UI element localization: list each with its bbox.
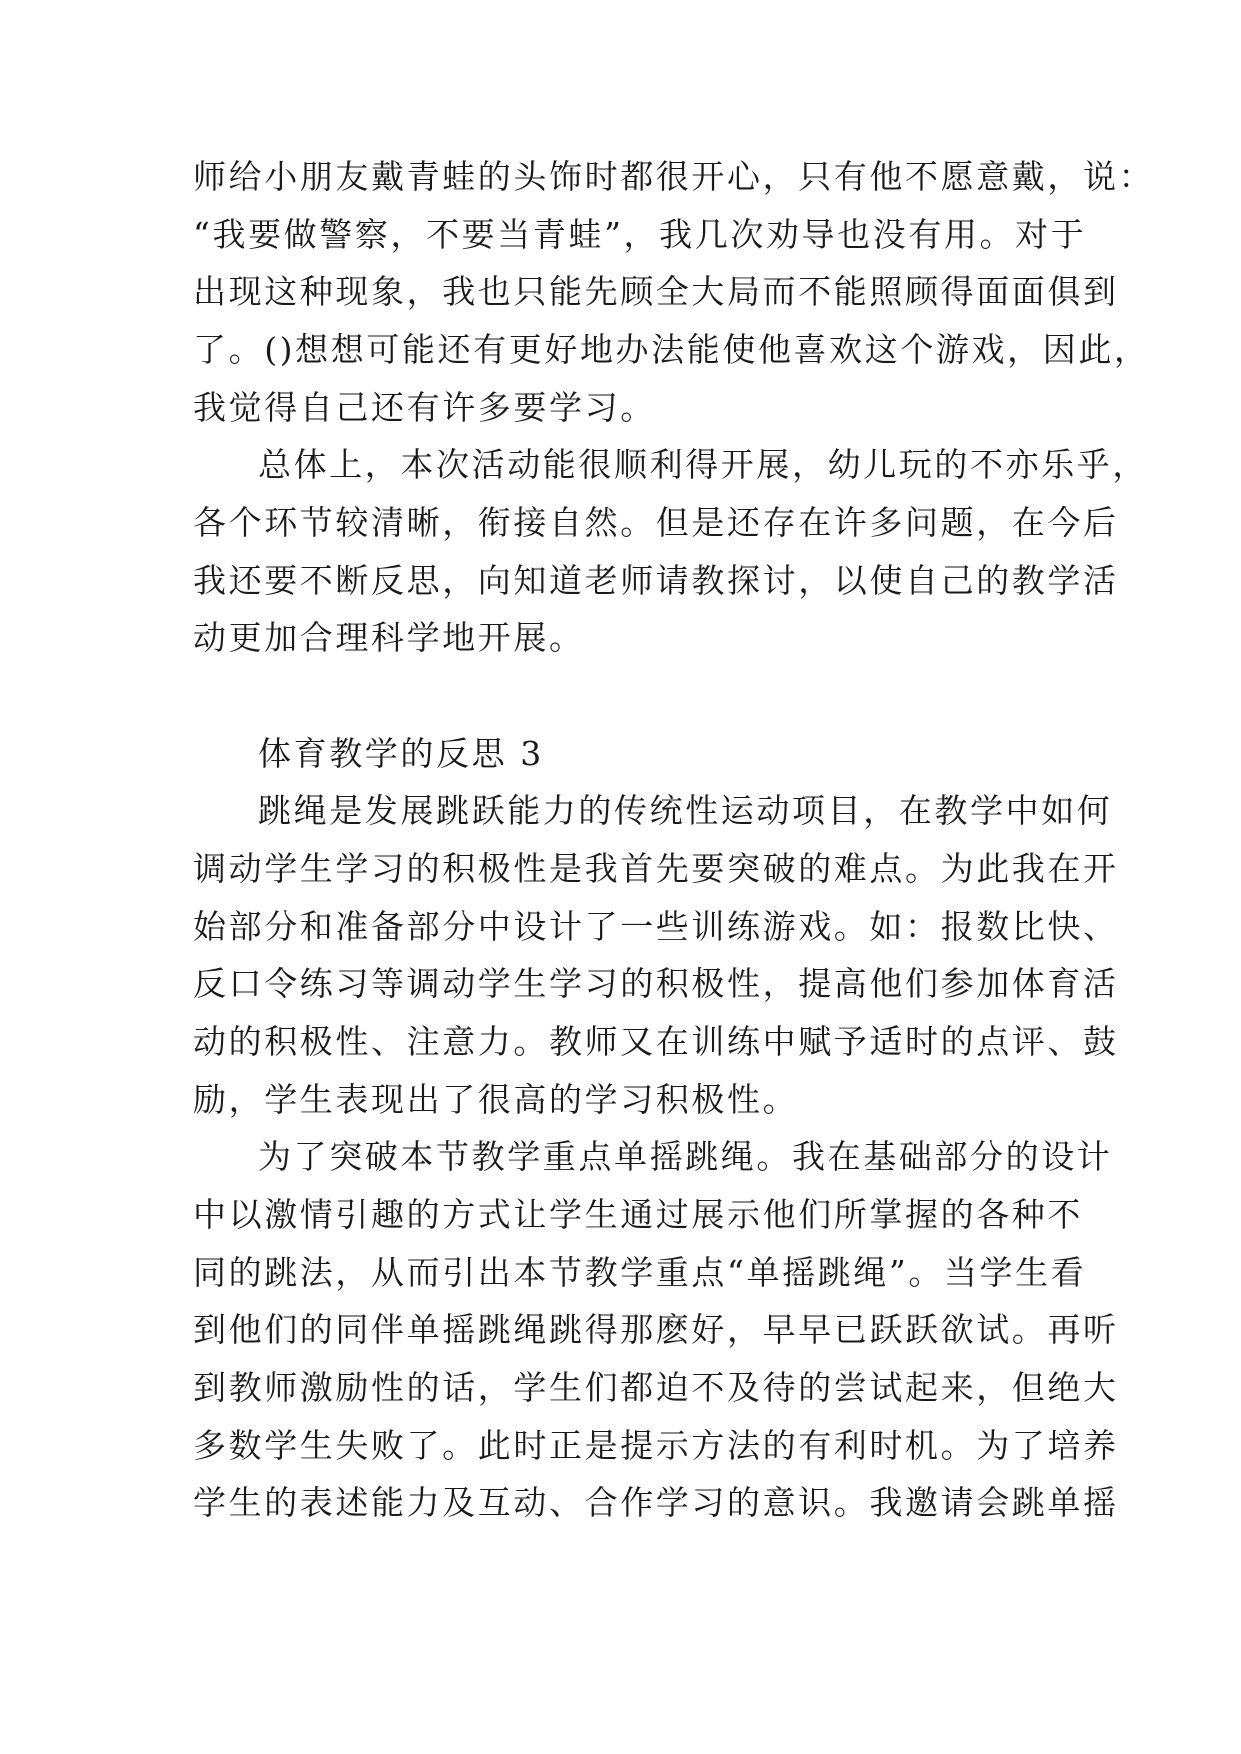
text-line: 动的积极性、注意力。教师又在训练中赋予适时的点评、鼓	[193, 1022, 1119, 1061]
text-line: 我觉得自己还有许多要学习。	[193, 388, 656, 427]
text-line: 反口令练习等调动学生学习的积极性，提高他们参加体育活	[193, 964, 1119, 1003]
text-line: 到教师激励性的话，学生们都迫不及待的尝试起来，但绝大	[193, 1368, 1119, 1407]
paragraph-first-line: 为了突破本节教学重点单摇跳绳。我在基础部分的设计	[258, 1137, 1113, 1176]
text-line: 多数学生失败了。此时正是提示方法的有利时机。为了培养	[193, 1426, 1119, 1465]
text-line: 动更加合理科学地开展。	[193, 618, 585, 657]
text-line: 我还要不断反思，向知道老师请教探讨，以使自己的教学活	[193, 561, 1119, 600]
text-line: 同的跳法，从而引出本节教学重点“单摇跳绳”。当学生看	[193, 1253, 1087, 1292]
paragraph-first-line: 总体上，本次活动能很顺利得开展，幼儿玩的不亦乐乎，	[258, 445, 1148, 484]
text-line: 励，学生表现出了很高的学习积极性。	[193, 1080, 799, 1119]
text-line: 了。()想想可能还有更好地办法能使他喜欢这个游戏，因此，	[193, 330, 1150, 369]
text-line: 始部分和准备部分中设计了一些训练游戏。如：报数比快、	[193, 907, 1119, 946]
text-line: 学生的表述能力及互动、合作学习的意识。我邀请会跳单摇	[193, 1483, 1119, 1522]
text-line: 师给小朋友戴青蛙的头饰时都很开心，只有他不愿意戴，说：	[193, 157, 1155, 196]
text-line: 调动学生学习的积极性是我首先要突破的难点。为此我在开	[193, 849, 1119, 888]
text-line: 出现这种现象，我也只能先顾全大局而不能照顾得面面俱到	[193, 272, 1119, 311]
paragraph-first-line: 跳绳是发展跳跃能力的传统性运动项目，在教学中如何	[258, 791, 1113, 830]
text-line: “我要做警察，不要当青蛙”，我几次劝导也没有用。对于	[193, 215, 1087, 254]
text-line: 各个环节较清晰，衔接自然。但是还存在许多问题，在今后	[193, 503, 1119, 542]
section-heading: 体育教学的反思 3	[258, 734, 544, 773]
text-line: 到他们的同伴单摇跳绳跳得那麽好，早早已跃跃欲试。再听	[193, 1310, 1119, 1349]
text-line: 中以激情引趣的方式让学生通过展示他们所掌握的各种不	[193, 1195, 1083, 1234]
